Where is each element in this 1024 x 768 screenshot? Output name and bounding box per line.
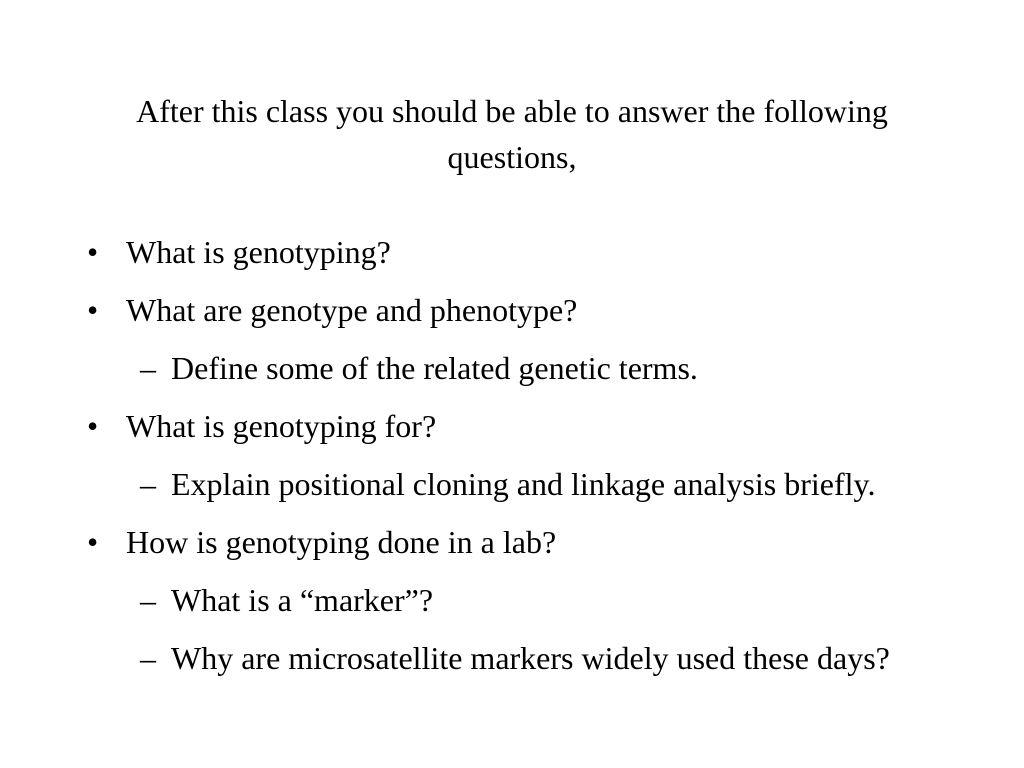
sub-question-text: Why are microsatellite markers widely used these days?	[171, 640, 890, 676]
bullet-marker: •	[87, 408, 99, 444]
dash-marker: –	[140, 350, 156, 386]
bullet-marker: •	[87, 292, 99, 328]
question-text: What is genotyping?	[126, 234, 391, 270]
dash-marker: –	[140, 640, 156, 676]
question-item	[0, 404, 946, 448]
question-text: What is genotyping for?	[126, 408, 437, 444]
bullet-marker: •	[87, 524, 99, 560]
question-text: How is genotyping done in a lab?	[126, 524, 557, 560]
sub-question-item	[0, 346, 946, 390]
sub-question-text: Define some of the related genetic terms.	[171, 350, 698, 386]
question-item	[0, 520, 946, 564]
question-text: What are genotype and phenotype?	[126, 292, 578, 328]
sub-question-text: Explain positional cloning and linkage analysis briefly.	[171, 466, 876, 502]
dash-marker: –	[140, 466, 156, 502]
sub-question-item	[0, 636, 946, 680]
bullet-marker: •	[87, 234, 99, 270]
question-item	[0, 288, 946, 332]
question-list	[0, 230, 1024, 694]
sub-question-item	[0, 462, 946, 506]
sub-question-item	[0, 578, 946, 622]
question-item	[0, 230, 946, 274]
slide-title: After this class you should be able to answer the following questions,	[136, 93, 888, 175]
sub-question-text: What is a “marker”?	[171, 582, 434, 618]
dash-marker: –	[140, 582, 156, 618]
